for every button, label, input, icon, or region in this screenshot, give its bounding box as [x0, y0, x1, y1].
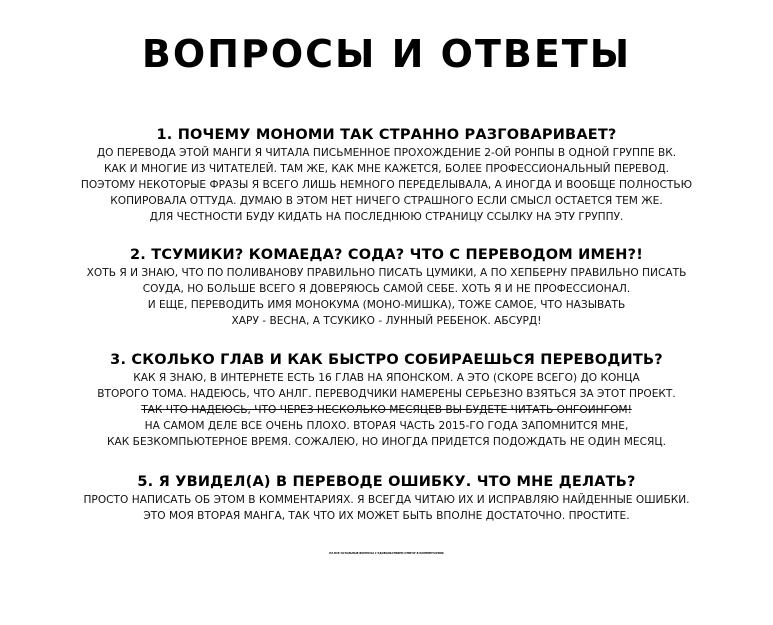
faq-answer-line: ПРОСТО НАПИСАТЬ ОБ ЭТОМ В КОММЕНТАРИЯХ. Я ВСЕГДА ЧИТАЮ ИХ И ИСПРАВЛЯЮ НАЙДЕННЫЕ ОШИБКИ.: [83, 494, 690, 506]
faq-section-5: [10, 473, 763, 524]
faq-question-1: 1. ПОЧЕМУ МОНОМИ ТАК СТРАННО РАЗГОВАРИВАЕТ?: [156, 127, 617, 143]
faq-answer-line: ХОТЬ Я И ЗНАЮ, ЧТО ПО ПОЛИВАНОВУ ПРАВИЛЬНО ПИСАТЬ ЦУМИКИ, А ПО ХЕПБЕРНУ ПРАВИЛЬНО ПИСАТЬ: [86, 267, 687, 279]
faq-answer-line: КАК БЕЗКОМПЬЮТЕРНОЕ ВРЕМЯ. СОЖАЛЕЮ, НО ИНОГДА ПРИДЕТСЯ ПОДОЖДАТЬ НЕ ОДИН МЕСЯЦ.: [107, 436, 666, 448]
faq-answer-line: ПОЭТОМУ НЕКОТОРЫЕ ФРАЗЫ Я ВСЕГО ЛИШЬ НЕМНОГО ПЕРЕДЕЛЫВАЛА, А ИНОГДА И ВООБЩЕ ПОЛНОСТЬЮ: [80, 179, 693, 191]
faq-answer-line: ЭТО МОЯ ВТОРАЯ МАНГА, ТАК ЧТО ИХ МОЖЕТ БЫТЬ ВПОЛНЕ ДОСТАТОЧНО. ПРОСТИТЕ.: [143, 510, 630, 522]
faq-answer-line: ВТОРОГО ТОМА. НАДЕЮСЬ, ЧТО АНЛГ. ПЕРЕВОДЧИКИ НАМЕРЕНЫ СЕРЬЕЗНО ВЗЯТЬСЯ ЗА ЭТОТ ПРОЕКТ.: [97, 388, 676, 400]
faq-question-5: 5. Я УВИДЕЛ(А) В ПЕРЕВОДЕ ОШИБКУ. ЧТО МНЕ ДЕЛАТЬ?: [137, 474, 636, 490]
faq-question-2: 2. ТСУМИКИ? КОМАЕДА? СОДА? ЧТО С ПЕРЕВОДОМ ИМЕН?!: [129, 247, 644, 263]
faq-answer-line: ХАРУ - ВЕСНА, А ТСУКИКО - ЛУННЫЙ РЕБЕНОК. АБСУРД!: [231, 315, 542, 327]
faq-section-2: [10, 246, 763, 329]
faq-answer-line: НА САМОМ ДЕЛЕ ВСЕ ОЧЕНЬ ПЛОХО. ВТОРАЯ ЧАСТЬ 2015-ГО ГОДА ЗАПОМНИТСЯ МНЕ,: [144, 420, 629, 432]
faq-section-1: [10, 126, 763, 225]
faq-answer-line: КАК И МНОГИЕ ИЗ ЧИТАТЕЛЕЙ. ТАМ ЖЕ, КАК МНЕ КАЖЕТСЯ, БОЛЕЕ ПРОФЕССИОНАЛЬНЫЙ ПЕРЕВОД.: [104, 163, 669, 175]
faq-answer-line: ДО ПЕРЕВОДА ЭТОЙ МАНГИ Я ЧИТАЛА ПИСЬМЕННОЕ ПРОХОЖДЕНИЕ 2-ОЙ РОНПЫ В ОДНОЙ ГРУППЕ ВК.: [96, 147, 677, 159]
faq-answer-line: СОУДА, НО БОЛЬШЕ ВСЕГО Я ДОВЕРЯЮСЬ САМОЙ СЕБЕ. ХОТЬ Я И НЕ ПРОФЕССИОНАЛ.: [142, 283, 631, 295]
faq-question-3: 3. СКОЛЬКО ГЛАВ И КАК БЫСТРО СОБИРАЕШЬСЯ ПЕРЕВОДИТЬ?: [110, 352, 663, 368]
page-title: ВОПРОСЫ И ОТВЕТЫ: [141, 32, 632, 76]
faq-answer-line: И ЕЩЕ, ПЕРЕВОДИТЬ ИМЯ МОНОКУМА (МОНО-МИШКА), ТОЖЕ САМОЕ, ЧТО НАЗЫВАТЬ: [147, 299, 626, 311]
faq-answer-line: КОПИРОВАЛА ОТТУДА. ДУМАЮ В ЭТОМ НЕТ НИЧЕГО СТРАШНОГО ЕСЛИ СМЫСЛ ОСТАЕТСЯ ТЕМ ЖЕ.: [110, 195, 663, 207]
faq-answer-line: ДЛЯ ЧЕСТНОСТИ БУДУ КИДАТЬ НА ПОСЛЕДНЮЮ СТРАНИЦУ ССЫЛКУ НА ЭТУ ГРУППУ.: [149, 211, 624, 223]
faq-answer-line: КАК Я ЗНАЮ, В ИНТЕРНЕТЕ ЕСТЬ 16 ГЛАВ НА ЯПОНСКОМ. А ЭТО (СКОРЕ ВСЕГО) ДО КОНЦА: [133, 372, 640, 384]
closing-note: НА ВСЕ ОСТАЛЬНЫЕ ВОПРОСЫ С УДОВОЛЬСТВИЕМ ОТВЕЧУ В КОММЕНТАРИЯХ: [329, 552, 444, 555]
faq-section-3: [10, 351, 763, 450]
faq-answer-line-struck: ТАК ЧТО НАДЕЮСЬ, ЧТО ЧЕРЕЗ НЕСКОЛЬКО МЕСЯЦЕВ ВЫ БУДЕТЕ ЧИТАТЬ ОНГОИНГОМ!: [141, 404, 632, 416]
